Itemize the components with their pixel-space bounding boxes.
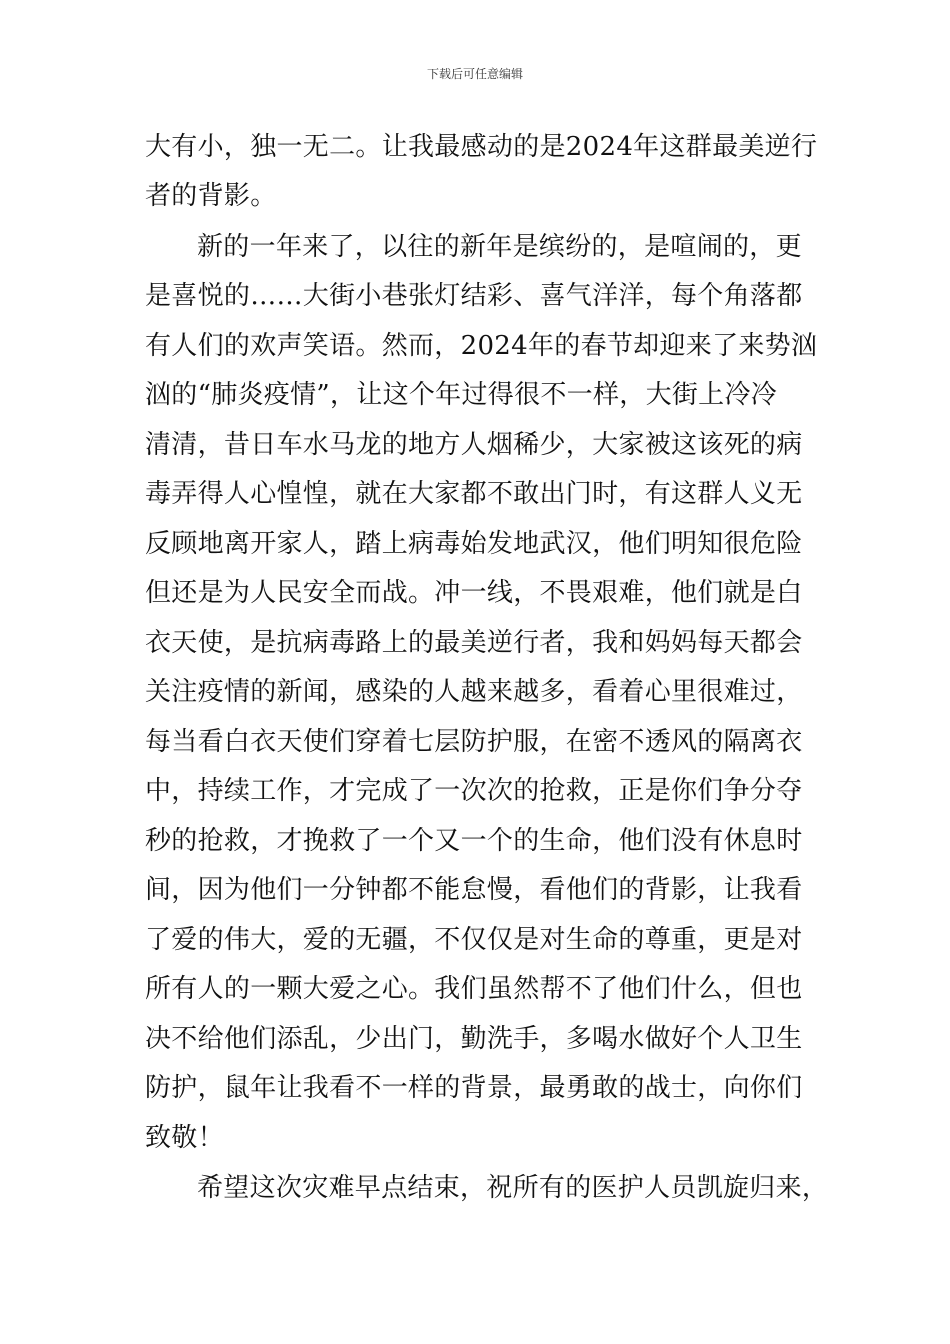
text-line: 致敬！: [145, 1123, 224, 1153]
text-line: 者的背影。: [145, 181, 277, 211]
text-line: 大有小，独一无二。让我最感动的是2024年这群最美逆行: [145, 132, 818, 162]
paragraph-start-line: 新的一年来了，以往的新年是缤纷的，是喧闹的，更: [197, 232, 802, 262]
text-line: 关注疫情的新闻，感染的人越来越多，看着心里很难过，: [145, 677, 803, 707]
text-line: 防护，鼠年让我看不一样的背景，最勇敢的战士，向你们: [145, 1073, 803, 1103]
text-line: 是喜悦的……大街小巷张灯结彩、喜气洋洋，每个角落都: [145, 281, 803, 311]
text-line: 所有人的一颗大爱之心。我们虽然帮不了他们什么，但也: [145, 974, 803, 1004]
text-line: 每当看白衣天使们穿着七层防护服，在密不透风的隔离衣: [145, 727, 803, 757]
text-line: 反顾地离开家人，踏上病毒始发地武汉，他们明知很危险: [145, 529, 803, 559]
text-line: 衣天使，是抗病毒路上的最美逆行者，我和妈妈每天都会: [145, 628, 803, 658]
text-line: 汹的“肺炎疫情”，让这个年过得很不一样，大街上冷冷: [145, 380, 778, 410]
text-line: 间，因为他们一分钟都不能怠慢，看他们的背影，让我看: [145, 875, 803, 905]
text-line: 了爱的伟大，爱的无疆，不仅仅是对生命的尊重，更是对: [145, 925, 803, 955]
text-line: 中，持续工作，才完成了一次次的抢救，正是你们争分夺: [145, 776, 803, 806]
text-line: 毒弄得人心惶惶，就在大家都不敢出门时，有这群人义无: [145, 479, 803, 509]
text-line: 秒的抢救，才挽救了一个又一个的生命，他们没有休息时: [145, 826, 803, 856]
text-line: 决不给他们添乱，少出门，勤洗手，多喝水做好个人卫生: [145, 1024, 803, 1054]
text-line: 清清，昔日车水马龙的地方人烟稀少，大家被这该死的病: [145, 430, 803, 460]
page-header: 下载后可任意编辑: [426, 67, 523, 81]
paragraph-start-line: 希望这次灾难早点结束，祝所有的医护人员凯旋归来，: [197, 1173, 829, 1203]
text-line: 有人们的欢声笑语。然而，2024年的春节却迎来了来势汹: [145, 331, 818, 361]
text-line: 但还是为人民安全而战。冲一线，不畏艰难，他们就是白: [145, 578, 803, 608]
